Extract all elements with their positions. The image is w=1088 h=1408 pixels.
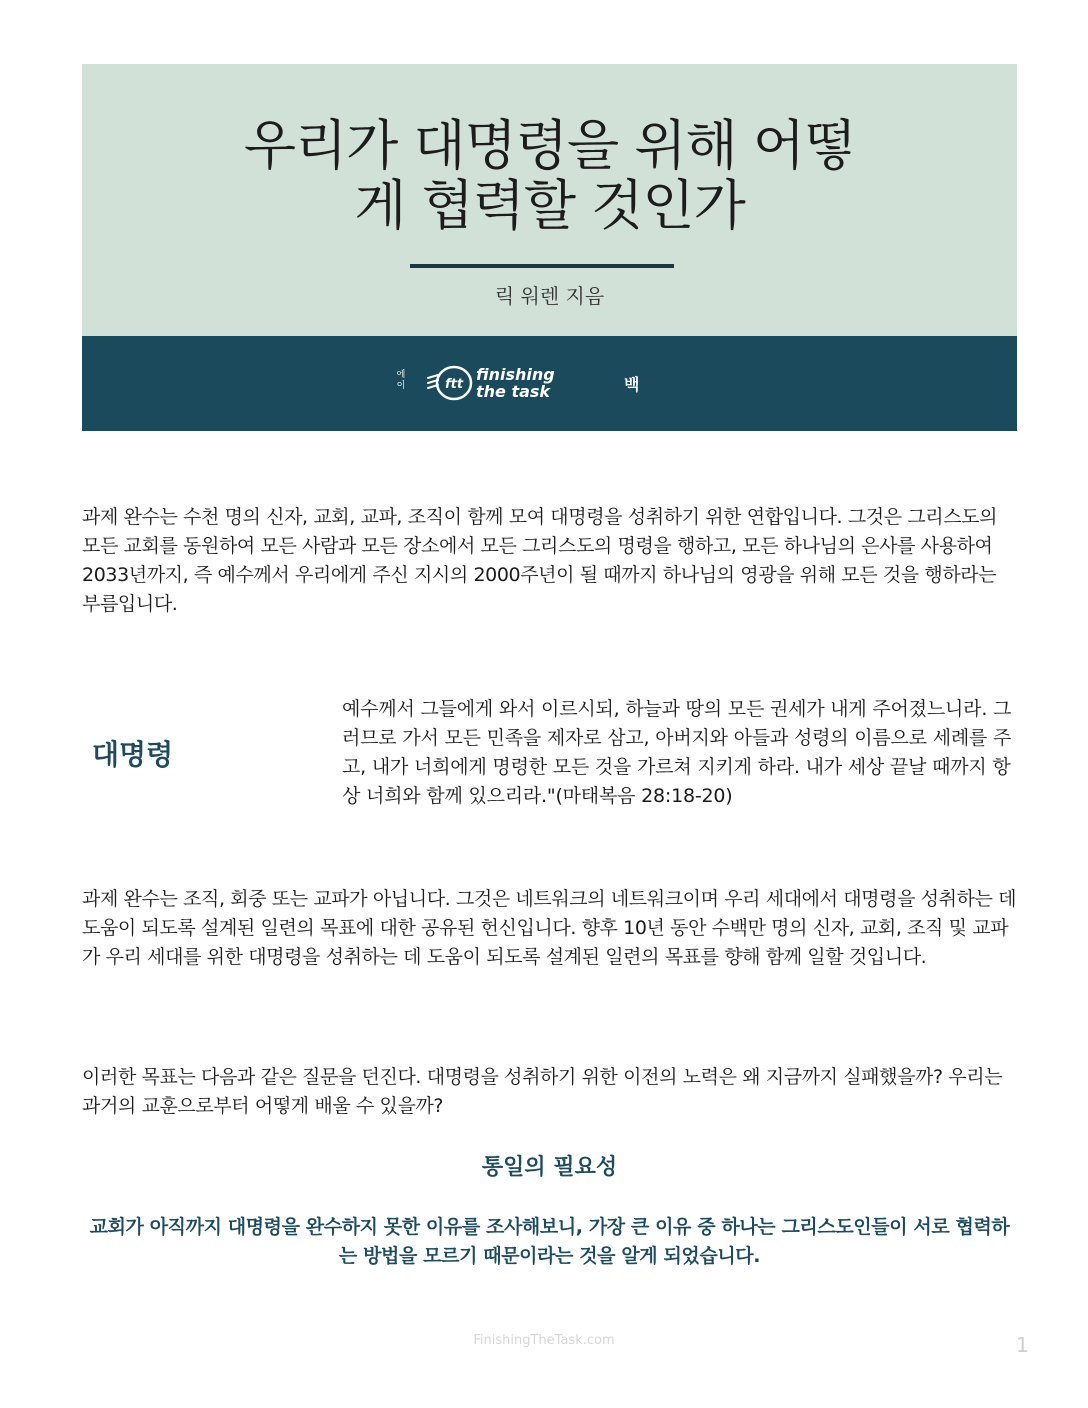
- logo-mark-text: ftt: [444, 377, 464, 392]
- footer-url: FinishingTheTask.com: [473, 1333, 615, 1348]
- logo-wordmark: [476, 366, 555, 400]
- band-small-text: 에이: [396, 370, 406, 391]
- callout-text: 교회가 아직까지 대명령을 완수하지 못한 이유를 조사해보니, 가장 큰 이유 중 하나는 그리스도인들이 서로 협력하는 방법을 모르기 때문이라는 것을 알게 되었습니다.: [89, 1216, 1010, 1267]
- author-byline: 릭 워렌 지음: [494, 284, 605, 308]
- paragraph-questions: 이러한 목표는 다음과 같은 질문을 던진다. 대명령을 성취하기 위한 이전의 노력은 왜 지금까지 실패했을까? 우리는 과거의 교훈으로부터 어떻게 배울 수 있을까?: [82, 1066, 1003, 1117]
- title-divider: [410, 264, 674, 268]
- logo-line-1: finishing: [476, 365, 555, 384]
- intro-paragraph: 과제 완수는 수천 명의 신자, 교회, 교파, 조직이 함께 모여 대명령을 성취하기 위한 연합입니다. 그것은 그리스도의 모든 교회를 동원하여 모든 사람과 모든 장소에서 모든 그리스도의 명령을 행하고, 모든 하나님의 은사를 사용하여 2033년까지, 즉 예수께서 우리에게 주신 지시의 2000주년이 될 때까지 하나님의 영광을 위해 모든 것을 행하라는 부름입니다.: [82, 506, 998, 615]
- paragraph-network: 과제 완수는 조직, 회중 또는 교파가 아닙니다. 그것은 네트워크의 네트워크이며 우리 세대에서 대명령을 성취하는 데 도움이 되도록 설계된 일련의 목표에 대한 공유된 헌신입니다. 향후 10년 동안 수백만 명의 신자, 교회, 조직 및 교파가 우리 세대를 위한 대명령을 성취하는 데 도움이 되도록 설계된 일련의 목표를 향해 함께 일할 것입니다.: [82, 888, 1017, 968]
- page-title: [82, 116, 1017, 236]
- finishing-the-task-logo: [426, 364, 566, 404]
- section-label-great-commission: 대명령: [92, 738, 174, 771]
- page-number: 1: [1016, 1333, 1029, 1357]
- brand-band: [82, 336, 1017, 431]
- heading-need-for-unity: 통일의 필요성: [481, 1155, 618, 1180]
- title-line-2: 게 협력할 것인가: [354, 174, 745, 237]
- band-right-text: 백: [624, 375, 640, 394]
- logo-line-2: the task: [476, 382, 551, 401]
- logo-mark-icon: [426, 364, 474, 404]
- title-header: [82, 64, 1017, 336]
- title-line-1: 우리가 대명령을 위해 어떻: [243, 114, 856, 177]
- scripture-quote: 예수께서 그들에게 와서 이르시되, 하늘과 땅의 모든 권세가 내게 주어졌느니라. 그러므로 가서 모든 민족을 제자로 삼고, 아버지와 아들과 성령의 이름으로 세례를 주고, 내가 너희에게 명령한 모든 것을 가르쳐 지키게 하라. 내가 세상 끝날 때까지 항상 너희와 함께 있으리라."(마태복음 28:18-20): [342, 698, 1012, 807]
